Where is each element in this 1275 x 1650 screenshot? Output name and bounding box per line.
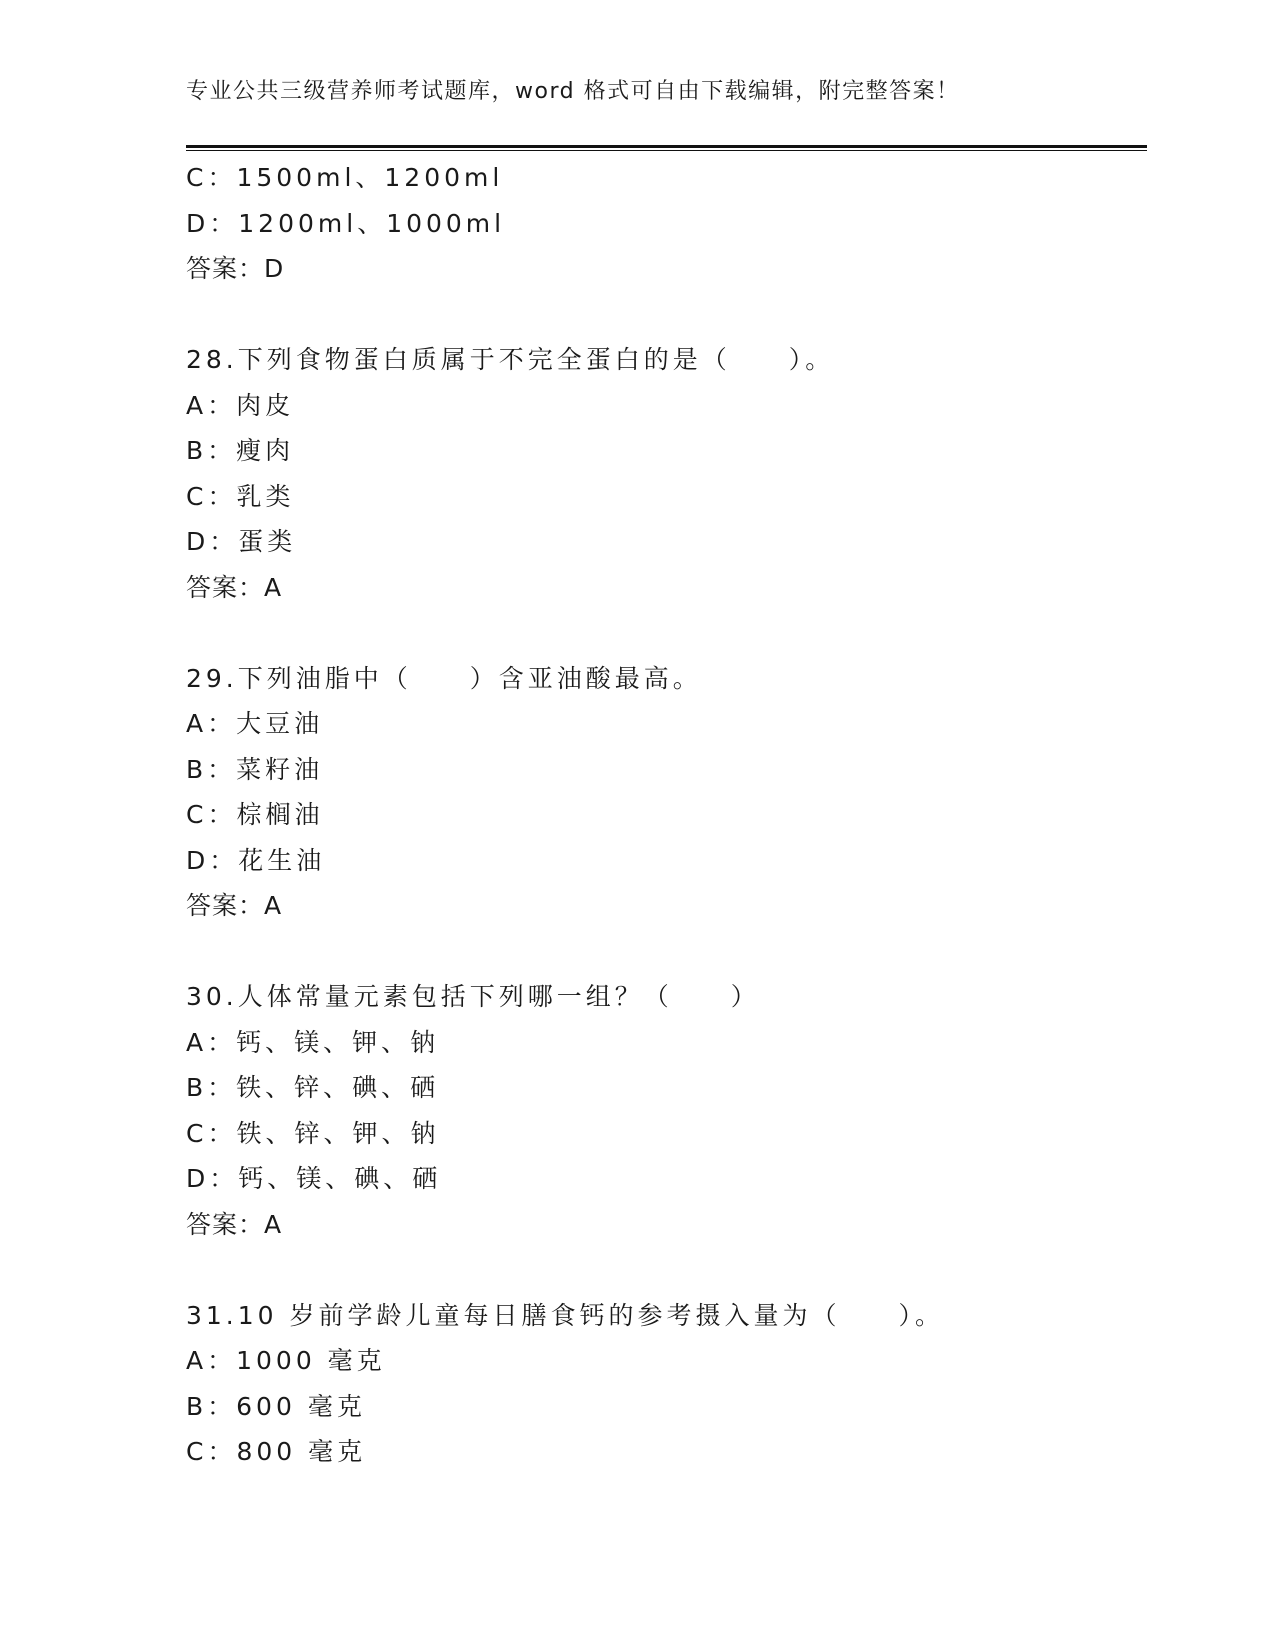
option-c: C：铁、锌、钾、钠: [186, 1118, 440, 1148]
option-a: A：钙、镁、钾、钠: [186, 1027, 440, 1057]
option-d: D：花生油: [186, 845, 326, 875]
page-header: 专业公共三级营养师考试题库，word 格式可自由下载编辑，附完整答案！: [186, 79, 960, 104]
question-stem-28: 28.下列食物蛋白质属于不完全蛋白的是（ ）。: [186, 345, 835, 374]
option-b: B：铁、锌、碘、硒: [186, 1073, 440, 1102]
question-stem-31: 31.10 岁前学龄儿童每日膳食钙的参考摄入量为（ ）。: [186, 1300, 945, 1330]
answer-line: 答案：D: [186, 254, 285, 283]
option-d: D：蛋类: [186, 527, 297, 556]
spacer: [186, 292, 1146, 338]
option-d: D：钙、镁、碘、硒: [186, 1164, 442, 1193]
header-rule-thin: [186, 150, 1147, 151]
option-c: C：乳类: [186, 481, 295, 511]
option-a: A：1000 毫克: [186, 1346, 386, 1375]
question-list: [186, 155, 1146, 1475]
option-c: C：800 毫克: [186, 1437, 367, 1466]
option-c: C：1500ml、1200ml: [186, 163, 504, 192]
spacer: [186, 610, 1146, 656]
answer-line: 答案：A: [186, 1209, 283, 1239]
spacer: [186, 1247, 1146, 1293]
question-stem-29: 29.下列油脂中（ ）含亚油酸最高。: [186, 663, 702, 693]
option-a: A：肉皮: [186, 390, 295, 420]
option-d: D：1200ml、1000ml: [186, 208, 506, 238]
question-stem-30: 30.人体常量元素包括下列哪一组？（ ）: [186, 982, 760, 1011]
header-rule-thick: [186, 145, 1147, 148]
option-b: B：瘦肉: [186, 436, 295, 465]
answer-line: 答案：A: [186, 891, 283, 920]
option-a: A：大豆油: [186, 709, 324, 738]
spacer: [186, 929, 1146, 975]
option-c: C：棕榈油: [186, 800, 324, 829]
option-b: B：菜籽油: [186, 754, 324, 784]
option-b: B：600 毫克: [186, 1391, 366, 1421]
answer-line: 答案：A: [186, 572, 283, 602]
